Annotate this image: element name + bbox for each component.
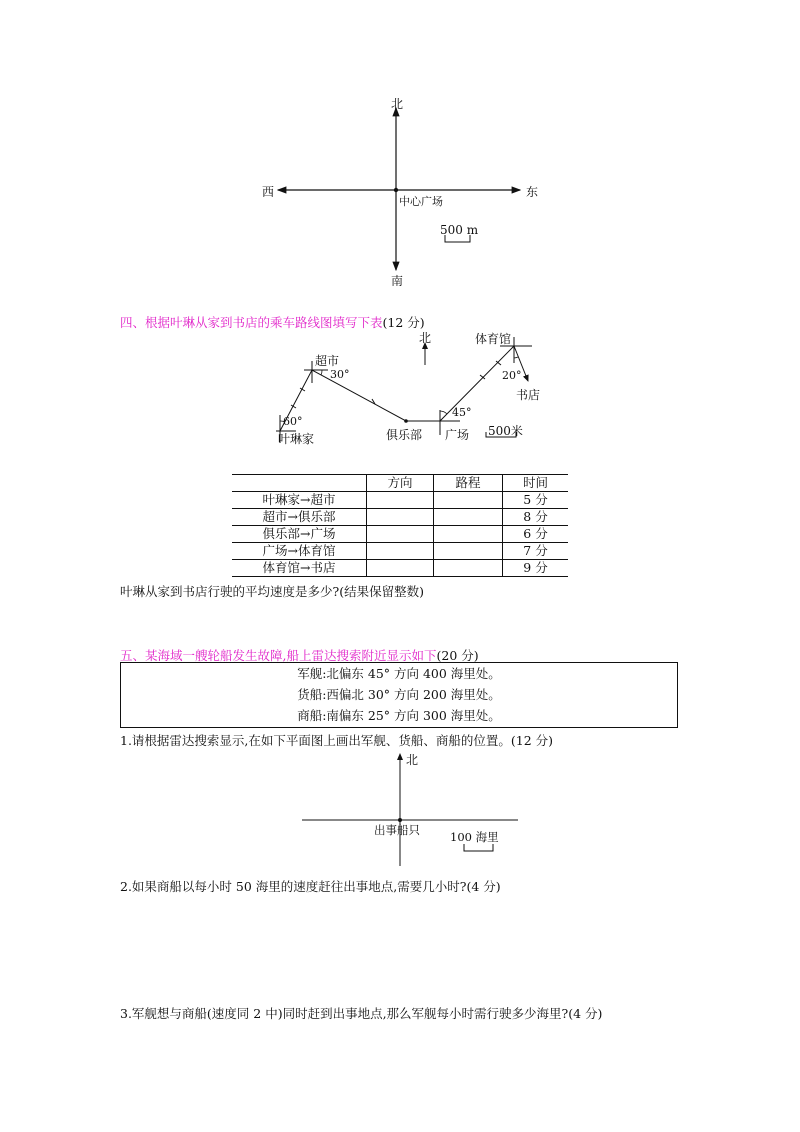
question-3: 3.军舰想与商船(速度同 2 中)同时赶到出事地点,那么军舰每小时需行驶多少海里?(4 分) bbox=[120, 1006, 603, 1021]
route-cell: 俱乐部→广场 bbox=[232, 526, 367, 543]
sea-scale-bar bbox=[464, 844, 493, 851]
gym-label: 体育馆 bbox=[475, 332, 512, 346]
route-scale-label: 500米 bbox=[488, 424, 523, 438]
question-2: 2.如果商船以每小时 50 海里的速度赶往出事地点,需要几小时?(4 分) bbox=[120, 879, 501, 894]
time-cell: 5 分 bbox=[503, 492, 569, 509]
table-row bbox=[232, 492, 568, 509]
direction-cell[interactable] bbox=[367, 526, 434, 543]
angle-home-label: 60° bbox=[283, 415, 303, 428]
time-cell: 7 分 bbox=[503, 543, 569, 560]
radar-line-cargo: 货船:西偏北 30° 方向 200 海里处。 bbox=[297, 687, 501, 702]
table-header-row bbox=[232, 475, 568, 492]
east-label: 东 bbox=[526, 185, 539, 199]
route-cell: 体育馆→书店 bbox=[232, 560, 367, 577]
sea-north-label: 北 bbox=[406, 753, 419, 767]
home-label: 叶琳家 bbox=[278, 432, 315, 446]
section-5-heading: 五、某海域一艘轮船发生故障,船上雷达搜索附近显示如下 bbox=[120, 648, 437, 663]
direction-cell[interactable] bbox=[367, 560, 434, 577]
section-4-question: 叶琳从家到书店行驶的平均速度是多少?(结果保留整数) bbox=[120, 584, 424, 599]
table-header-cell: 方向 bbox=[367, 475, 434, 492]
north-label: 北 bbox=[391, 97, 404, 111]
angle-gym-label: 20° bbox=[502, 369, 522, 382]
radar-line-warship: 军舰:北偏东 45° 方向 400 海里处。 bbox=[297, 666, 501, 681]
south-label: 南 bbox=[391, 274, 404, 288]
table-row bbox=[232, 526, 568, 543]
radar-line-merchant: 商船:南偏东 25° 方向 300 海里处。 bbox=[297, 708, 501, 723]
route-cell: 广场→体育馆 bbox=[232, 543, 367, 560]
section-5-points: (20 分) bbox=[436, 648, 479, 663]
distance-cell[interactable] bbox=[434, 560, 503, 577]
table-header-cell: 路程 bbox=[434, 475, 503, 492]
compass-diagram bbox=[250, 90, 550, 290]
direction-cell[interactable] bbox=[367, 509, 434, 526]
section-4-points: (12 分) bbox=[382, 315, 425, 330]
distance-cell[interactable] bbox=[434, 509, 503, 526]
table-row bbox=[232, 509, 568, 526]
distance-cell[interactable] bbox=[434, 526, 503, 543]
question-1: 1.请根据雷达搜索显示,在如下平面图上画出军舰、货船、商船的位置。(12 分) bbox=[120, 733, 554, 748]
route-cell: 超市→俱乐部 bbox=[232, 509, 367, 526]
time-cell: 8 分 bbox=[503, 509, 569, 526]
table-header-cell: 时间 bbox=[503, 475, 569, 492]
square-label: 广场 bbox=[445, 428, 470, 442]
direction-cell[interactable] bbox=[367, 492, 434, 509]
table-row bbox=[232, 543, 568, 560]
section-4-heading: 四、根据叶琳从家到书店的乘车路线图填写下表 bbox=[120, 315, 383, 330]
angle-supermarket-label: 30° bbox=[330, 368, 350, 381]
time-cell: 9 分 bbox=[503, 560, 569, 577]
supermarket-label: 超市 bbox=[315, 354, 340, 368]
scale-label: 500 m bbox=[440, 223, 479, 237]
time-cell: 6 分 bbox=[503, 526, 569, 543]
center-label: 中心广场 bbox=[399, 195, 443, 208]
bookstore-label: 书店 bbox=[516, 388, 541, 402]
direction-cell[interactable] bbox=[367, 543, 434, 560]
distance-cell[interactable] bbox=[434, 492, 503, 509]
club-label: 俱乐部 bbox=[386, 428, 423, 442]
radar-box bbox=[120, 662, 678, 728]
west-label: 西 bbox=[262, 185, 275, 199]
route-table bbox=[232, 474, 568, 577]
table-row bbox=[232, 560, 568, 577]
route-cell: 叶琳家→超市 bbox=[232, 492, 367, 509]
angle-square-label: 45° bbox=[452, 406, 472, 419]
table-header-cell bbox=[232, 475, 367, 492]
distance-cell[interactable] bbox=[434, 543, 503, 560]
center-dot bbox=[394, 188, 398, 192]
sea-scale-label: 100 海里 bbox=[450, 830, 499, 844]
route-north-label: 北 bbox=[419, 331, 432, 345]
incident-ship-label: 出事船只 bbox=[374, 823, 420, 837]
